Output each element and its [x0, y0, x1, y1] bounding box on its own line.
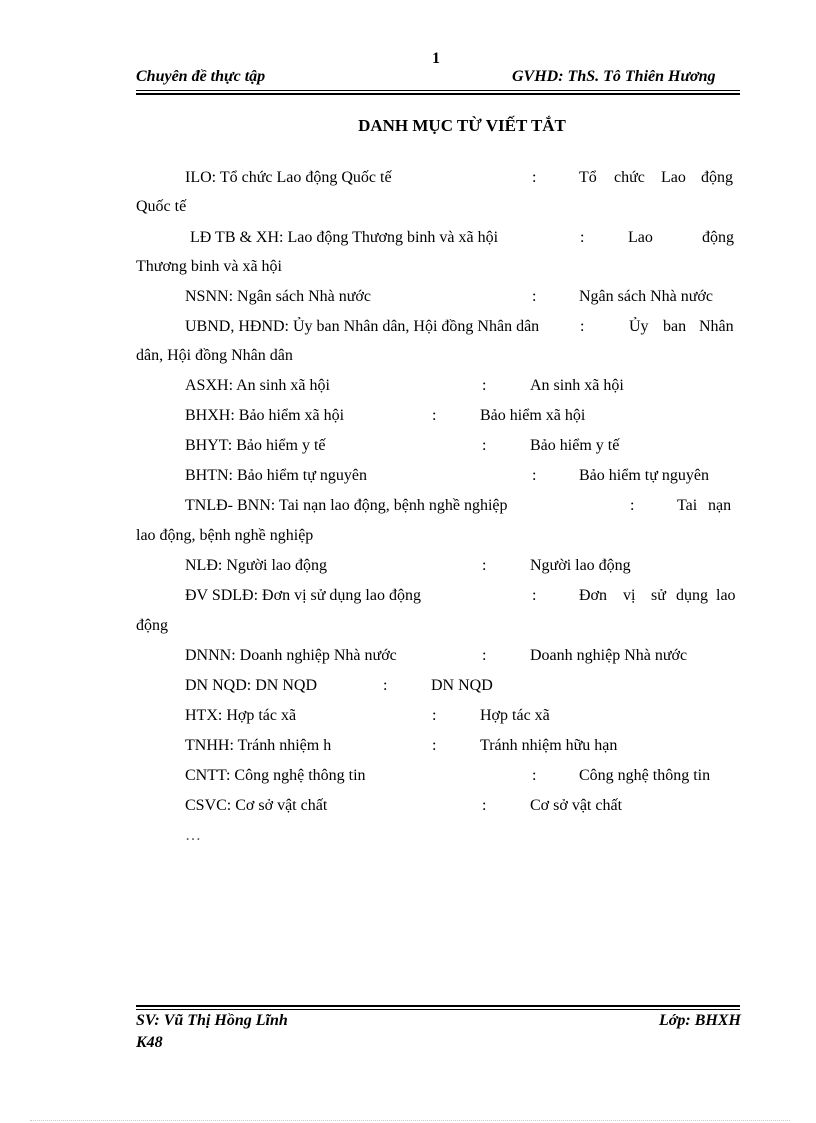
header-rule-top [136, 90, 740, 91]
entry-ubnd-colon: : [580, 318, 585, 335]
entry-htx-meaning: Hợp tác xã [480, 707, 550, 724]
entry-tnhh-colon: : [432, 737, 437, 754]
entry-asxh-term: ASXH: An sinh xã hội [185, 377, 330, 394]
entry-bhyt-meaning: Bảo hiểm y tế [530, 437, 620, 454]
entry-bhxh-colon: : [432, 407, 437, 424]
entry-dvsdld-word: Đơn [579, 587, 608, 604]
entry-cntt-meaning: Công nghệ thông tin [579, 767, 711, 784]
entry-nld-term: NLĐ: Người lao động [185, 557, 328, 574]
entry-dvsdld-word: dụng [676, 587, 708, 604]
entry-dnnn-term: DNNN: Doanh nghiệp Nhà nước [185, 647, 397, 664]
entry-nld-meaning: Người lao động [530, 557, 631, 574]
entry-bhtn-meaning: Bảo hiểm tự nguyên [579, 467, 709, 484]
entry-ilo-colon: : [532, 169, 537, 186]
entry-asxh-meaning: An sinh xã hội [530, 377, 624, 394]
entry-htx-term: HTX: Hợp tác xã [185, 707, 297, 724]
footer-cohort: K48 [136, 1034, 163, 1051]
entry-dvsdld-word: lao [716, 587, 736, 604]
entry-bhxh-meaning: Bảo hiểm xã hội [480, 407, 586, 424]
entry-ldtbxh-word: động [702, 229, 734, 246]
entry-ubnd-word: ban [663, 318, 687, 335]
entry-nsnn-colon: : [532, 288, 537, 305]
footer-student: SV: Vũ Thị Hồng Lĩnh [136, 1012, 288, 1029]
header-left: Chuyên đề thực tập [136, 68, 266, 85]
entry-dnnn-meaning: Doanh nghiệp Nhà nước [530, 647, 688, 664]
entry-ubnd-wrap: dân, Hội đồng Nhân dân [136, 347, 293, 364]
page-edge-dots [30, 1120, 790, 1121]
entry-dvsdld-wrap: động [136, 617, 168, 634]
footer-rule-top [136, 1005, 740, 1007]
entry-csvc-meaning: Cơ sở vật chất [530, 797, 623, 814]
entry-csvc-colon: : [482, 797, 487, 814]
entry-csvc-term: CSVC: Cơ sở vật chất [185, 797, 328, 814]
entry-tnld-term: TNLĐ- BNN: Tai nạn lao động, bệnh nghề nghiệp [185, 497, 508, 514]
footer-rule-bottom [136, 1009, 740, 1010]
entry-ldtbxh-wrap: Thương binh và xã hội [136, 258, 282, 275]
entry-ubnd-word: Ủy [629, 318, 649, 335]
entry-ldtbxh-colon: : [580, 229, 585, 246]
entry-ilo-word: Tổ [579, 169, 597, 186]
entry-dvsdld-colon: : [532, 587, 537, 604]
page-number: 1 [432, 50, 440, 67]
entry-dnnqd-meaning: DN NQD [431, 677, 493, 694]
entry-ldtbxh-word: Lao [628, 229, 653, 246]
entry-bhtn-colon: : [532, 467, 537, 484]
entry-tnld-colon: : [630, 497, 635, 514]
entry-asxh-colon: : [482, 377, 487, 394]
entry-dvsdld-term: ĐV SDLĐ: Đơn vị sử dụng lao động [185, 587, 421, 604]
header-right: GVHD: ThS. Tô Thiên Hương [512, 68, 716, 85]
entry-dnnqd-term: DN NQD: DN NQD [185, 677, 317, 694]
entry-cntt-term: CNTT: Công nghệ thông tin [185, 767, 366, 784]
entry-bhxh-term: BHXH: Bảo hiểm xã hội [185, 407, 345, 424]
entry-ilo-word: Lao [661, 169, 686, 186]
entry-bhyt-colon: : [482, 437, 487, 454]
entry-tnhh-term: TNHH: Tránh nhiệm h [185, 737, 332, 754]
header-rule-bottom [136, 93, 740, 95]
entry-dnnqd-colon: : [383, 677, 388, 694]
page-title: DANH MỤC TỪ VIẾT TẮT [358, 116, 566, 135]
entry-ilo-wrap: Quốc tế [136, 198, 187, 215]
entry-ellipsis: … [185, 827, 201, 844]
entry-bhtn-term: BHTN: Bảo hiểm tự nguyên [185, 467, 367, 484]
entry-htx-colon: : [432, 707, 437, 724]
entry-tnhh-meaning: Tránh nhiệm hữu hạn [480, 737, 618, 754]
entry-ilo-term: ILO: Tổ chức Lao động Quốc tế [185, 169, 392, 186]
entry-nld-colon: : [482, 557, 487, 574]
entry-bhyt-term: BHYT: Bảo hiểm y tế [185, 437, 326, 454]
entry-tnld-wrap: lao động, bệnh nghề nghiệp [136, 527, 314, 544]
entry-ubnd-term: UBND, HĐND: Ủy ban Nhân dân, Hội đồng Nhân dân [185, 318, 540, 335]
footer-class: Lớp: BHXH [659, 1012, 741, 1029]
entry-tnld-word: nạn [708, 497, 732, 514]
entry-nsnn-term: NSNN: Ngân sách Nhà nước [185, 288, 371, 305]
entry-ubnd-word: Nhân [699, 318, 734, 335]
entry-nsnn-meaning: Ngân sách Nhà nước [579, 288, 713, 305]
entry-ilo-word: chức [614, 169, 645, 186]
entry-ilo-word: động [701, 169, 733, 186]
entry-dvsdld-word: vị [623, 587, 636, 604]
entry-dvsdld-word: sử [651, 587, 666, 604]
entry-ldtbxh-term: LĐ TB & XH: Lao động Thương binh và xã hội [190, 229, 499, 246]
entry-cntt-colon: : [532, 767, 537, 784]
entry-tnld-word: Tai [677, 497, 698, 514]
entry-dnnn-colon: : [482, 647, 487, 664]
